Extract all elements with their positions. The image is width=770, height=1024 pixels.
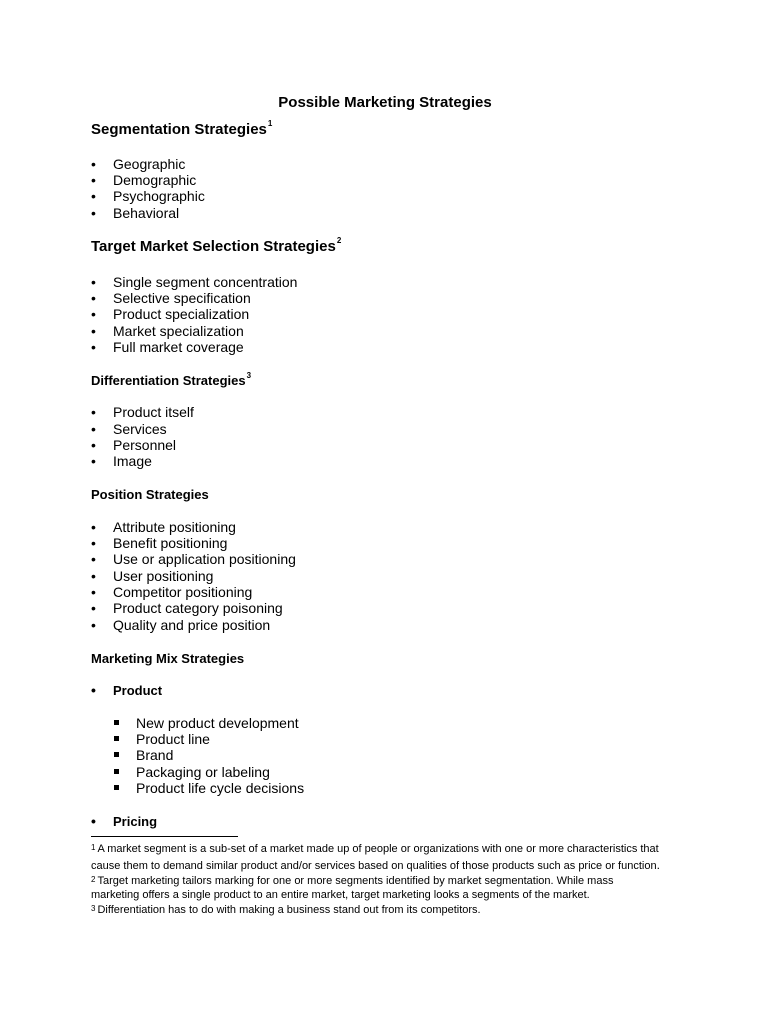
bullet-icon: • (91, 156, 96, 172)
list-item: Product itself (113, 404, 194, 420)
bullet-icon: • (91, 600, 96, 616)
list-item: Product specialization (113, 306, 250, 322)
segmentation-heading (91, 121, 272, 138)
list-item: Product line (136, 731, 210, 747)
bullet-icon: • (91, 290, 96, 306)
list-item: Demographic (113, 172, 197, 188)
bullet-icon: • (91, 551, 96, 567)
list-item: Behavioral (113, 205, 180, 221)
footnote-3-line-1 (91, 903, 481, 917)
footnote-2-text: Target marketing tailors marking for one or more segments identified by market segmentation. While mass (97, 875, 614, 887)
list-item: Services (113, 421, 167, 437)
bullet-icon: • (91, 568, 96, 584)
list-item: Quality and price position (113, 617, 271, 633)
differentiation-heading (91, 373, 251, 388)
square-bullet-icon (114, 752, 119, 757)
list-item: Full market coverage (113, 339, 244, 355)
pricing-label: Pricing (113, 814, 158, 829)
square-bullet-icon (114, 785, 119, 790)
product-label: Product (113, 683, 163, 698)
bullet-icon: • (91, 584, 96, 600)
square-bullet-icon (114, 736, 119, 741)
target-market-heading (91, 238, 341, 255)
list-item: Attribute positioning (113, 519, 236, 535)
list-item: Product life cycle decisions (136, 780, 305, 796)
square-bullet-icon (114, 769, 119, 774)
bullet-icon: • (91, 323, 96, 339)
list-item: User positioning (113, 568, 214, 584)
segmentation-heading-text: Segmentation Strategies (91, 121, 267, 138)
marketing-mix-heading: Marketing Mix Strategies (91, 651, 245, 666)
target-market-heading-text: Target Market Selection Strategies (91, 238, 336, 255)
list-item: Product category poisoning (113, 600, 283, 616)
footnote-2-line-2: marketing offers a single product to an entire market, target marketing looks a segments of the market. (91, 889, 590, 901)
bullet-icon: • (91, 205, 96, 221)
list-item: Psychographic (113, 188, 205, 204)
footnote-3-text: Differentiation has to do with making a business stand out from its competitors. (97, 904, 481, 916)
bullet-icon: • (91, 682, 96, 698)
list-item: Image (113, 453, 152, 469)
bullet-icon: • (91, 339, 96, 355)
differentiation-heading-text: Differentiation Strategies (91, 373, 246, 388)
bullet-icon: • (91, 274, 96, 290)
footnote-1-period: . (656, 858, 660, 872)
footnote-ref-3: 3 (246, 371, 252, 380)
footnote-1-number: 1 (91, 843, 96, 852)
page-title: Possible Marketing Strategies (278, 94, 492, 111)
bullet-icon: • (91, 813, 96, 829)
bullet-icon: • (91, 453, 96, 469)
list-item: Market specialization (113, 323, 244, 339)
square-bullet-icon (114, 720, 119, 725)
list-item: Packaging or labeling (136, 764, 270, 780)
list-item: Personnel (113, 437, 177, 453)
list-item: New product development (136, 715, 299, 731)
list-item: Geographic (113, 156, 186, 172)
footnote-separator (91, 836, 238, 837)
list-item: Single segment concentration (113, 274, 298, 290)
bullet-icon: • (91, 437, 96, 453)
footnote-1-text: A market segment is a sub-set of a market made up of people or organizations with one or more characteristics that (97, 843, 659, 855)
bullet-icon: • (91, 519, 96, 535)
bullet-icon: • (91, 188, 96, 204)
footnote-2-line-1 (91, 874, 613, 888)
bullet-icon: • (91, 617, 96, 633)
bullet-icon: • (91, 421, 96, 437)
footnote-1-text-cont: cause them to demand similar product and/or services based on qualities of those products such as price or function (91, 860, 657, 872)
bullet-icon: • (91, 535, 96, 551)
list-item: Brand (136, 747, 174, 763)
list-item: Use or application positioning (113, 551, 296, 567)
list-item: Selective specification (113, 290, 251, 306)
footnote-3-number: 3 (91, 904, 96, 913)
bullet-icon: • (91, 172, 96, 188)
footnote-ref-2: 2 (336, 236, 342, 245)
bullet-icon: • (91, 404, 96, 420)
bullet-icon: • (91, 306, 96, 322)
position-heading: Position Strategies (91, 487, 209, 502)
list-item: Competitor positioning (113, 584, 253, 600)
list-item: Benefit positioning (113, 535, 228, 551)
footnote-ref-1: 1 (267, 119, 273, 128)
footnote-1-line-2 (91, 858, 660, 873)
footnote-1-line-1 (91, 842, 659, 856)
footnote-2-number: 2 (91, 875, 96, 884)
